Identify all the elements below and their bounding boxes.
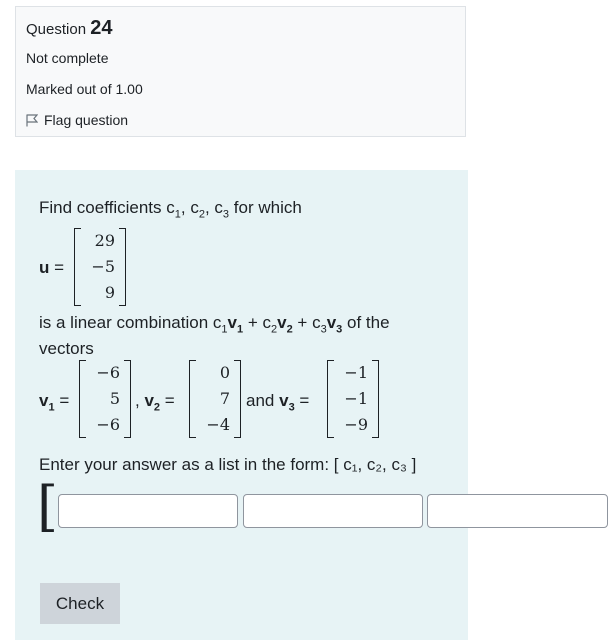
v2-vector: 0 7 −4: [189, 360, 241, 438]
open-bracket: [: [37, 475, 59, 538]
flag-question-link[interactable]: Flag question: [26, 112, 128, 128]
u-vector: 29 −5 9: [74, 228, 126, 306]
v1-vector: −6 5 −6: [79, 360, 131, 438]
coefficient-c3-input[interactable]: [427, 494, 608, 528]
intro-line: Find coefficients $c_1$, $c_2$, $c_3$ for which: [39, 198, 302, 221]
coefficient-c1-input[interactable]: [58, 494, 238, 528]
v3-vector: −1 −1 −9: [327, 360, 379, 438]
vectors-word: vectors: [39, 339, 94, 358]
question-content: [15, 170, 468, 640]
question-state: Not complete: [26, 50, 109, 66]
flag-icon: [26, 114, 38, 127]
question-info: [15, 6, 466, 137]
question-grade: Marked out of 1.00: [26, 81, 143, 97]
answer-instruction: Enter your answer as a list in the form: [ c₁, c₂, c₃ ]: [39, 455, 417, 474]
question-number: Question 24: [26, 17, 113, 39]
check-button[interactable]: Check: [40, 583, 120, 624]
coefficient-c2-input[interactable]: [243, 494, 423, 528]
v2-label: , $v_2$ =: [135, 391, 175, 414]
v1-label: $v_1$ =: [39, 391, 70, 414]
u-label: u =: [39, 258, 65, 277]
v3-label: and $v_3$ =: [246, 391, 310, 414]
lincomb-line: is a linear combination $c_1v_1 + c_2v_2 + c_3v_3$ of the: [39, 313, 390, 336]
